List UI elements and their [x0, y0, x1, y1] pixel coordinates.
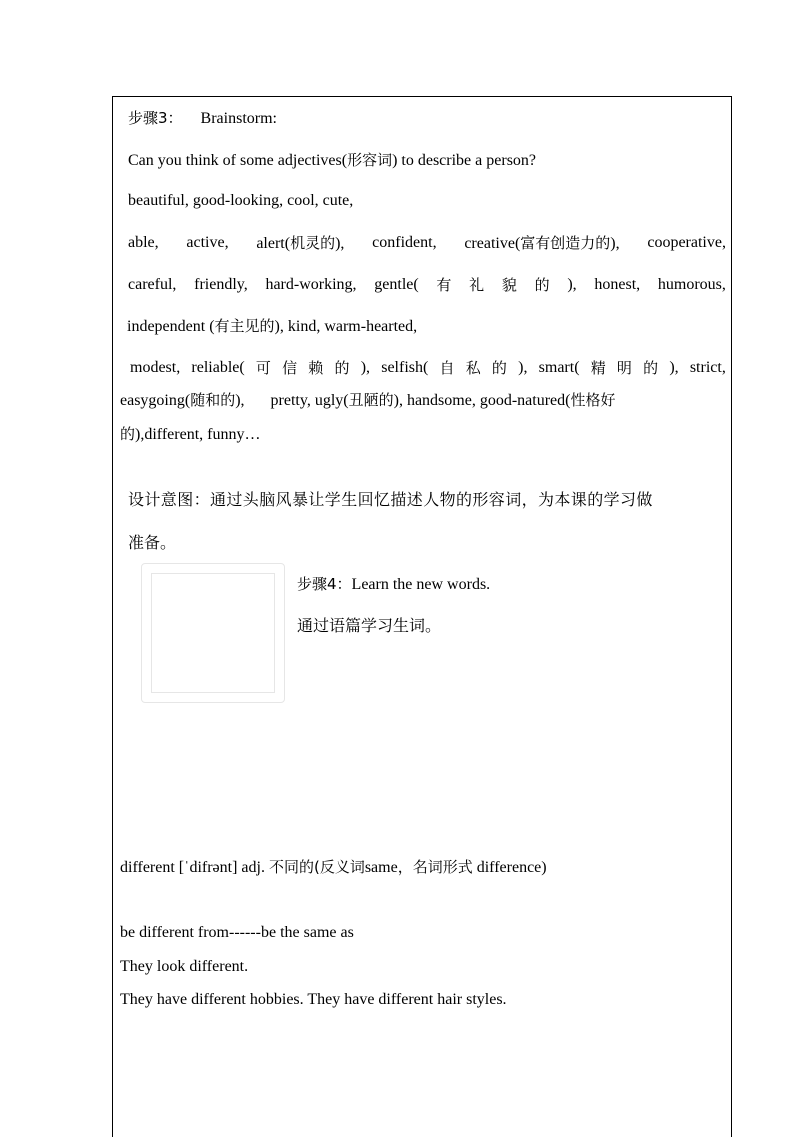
word-cjk: 的 [643, 359, 659, 377]
vocab-meaning: 不同的(反义词 [268, 858, 365, 876]
word: ), [669, 359, 679, 376]
word: pretty, ugly( [270, 392, 349, 409]
word-cjk: 私 [465, 359, 481, 377]
vocab-noun-label: ，名词形式 [397, 858, 473, 876]
question-text-a: Can you think of some adjectives( [128, 152, 348, 169]
word: able, [128, 234, 159, 251]
image-placeholder-inner [151, 573, 275, 693]
word-cjk: 的 [491, 359, 507, 377]
step4-title: Learn the new words. [351, 576, 491, 593]
word: honest, [594, 276, 641, 293]
word-cjk: 性格好 [570, 391, 616, 409]
word: ),different, funny… [135, 426, 261, 443]
word-cjk: 富有创造力的 [520, 234, 611, 252]
step4-heading [297, 574, 490, 595]
question-text-c: ) to describe a person? [392, 152, 537, 169]
word: ), kind, warm-hearted, [274, 318, 418, 335]
word-cjk: 机灵的 [290, 234, 336, 252]
word: active, [186, 234, 229, 251]
word: confident, [372, 234, 437, 251]
word-cjk: 有 [436, 276, 452, 294]
word: ), handsome, good-natured( [393, 392, 571, 409]
word-cjk: 赖 [308, 359, 324, 377]
word: reliable( [191, 359, 245, 376]
word: modest, [130, 359, 181, 376]
question-line [128, 150, 536, 171]
step3-title: Brainstorm: [200, 110, 277, 127]
example-line: be different from------be the same as [120, 924, 354, 941]
word: ), [235, 392, 245, 409]
vocab-entry [120, 857, 547, 878]
word-cjk: 的 [534, 276, 550, 294]
word: smart( [538, 359, 580, 376]
word: cooperative, [647, 234, 726, 251]
word-cjk: 礼 [469, 276, 485, 294]
word-cjk: 自 [439, 359, 455, 377]
image-placeholder [141, 563, 285, 703]
word-cjk: 信 [282, 359, 298, 377]
step3-heading [128, 108, 277, 129]
word: selfish( [381, 359, 429, 376]
adjectives-line-4 [127, 316, 417, 337]
word: ), [610, 235, 620, 252]
example-line: They look different. [120, 958, 249, 975]
step4-subtitle: 通过语篇学习生词。 [297, 616, 442, 635]
word: easygoing( [120, 392, 191, 409]
word-cjk: 丑陋的 [348, 391, 394, 409]
word-cjk: 貌 [501, 276, 517, 294]
word: creative( [464, 235, 521, 252]
adjectives-line-6 [120, 390, 615, 411]
step4-label: 步骤4： [297, 575, 352, 593]
word: alert( [256, 235, 291, 252]
word: gentle( [374, 276, 419, 293]
vocab-antonym: same [364, 859, 398, 876]
adjectives-line-1: beautiful, good-looking, cool, cute, [128, 192, 354, 209]
word: independent ( [127, 318, 215, 335]
word-cjk: 的 [120, 425, 136, 443]
design-intent-line-1: 设计意图：通过头脑风暴让学生回忆描述人物的形容词，为本课的学习做 [128, 490, 653, 509]
word: strict, [689, 359, 726, 376]
word-group [464, 233, 619, 254]
vocab-word: different [ˈdifrənt] adj. [120, 859, 269, 876]
vocab-noun: difference) [472, 859, 547, 876]
adjectives-line-2 [128, 233, 726, 254]
word: ), [360, 359, 371, 376]
design-intent-line-2: 准备。 [128, 533, 177, 552]
word-cjk: 有主见的 [214, 317, 275, 335]
word-group [256, 233, 344, 254]
adjectives-line-3 [128, 275, 726, 295]
adjectives-line-7 [120, 424, 260, 445]
word-cjk: 明 [616, 359, 632, 377]
word-cjk: 精 [590, 359, 606, 377]
word: careful, [128, 276, 177, 293]
word-cjk: 随和的 [190, 391, 236, 409]
word: ), [335, 235, 345, 252]
word-cjk: 的 [334, 359, 350, 377]
word: friendly, [194, 276, 248, 293]
word: ), [518, 359, 528, 376]
adjectives-line-5 [130, 358, 726, 378]
word: ), [567, 276, 577, 293]
step3-label: 步骤3： [128, 109, 183, 127]
word: hard-working, [265, 276, 357, 293]
word-cjk: 可 [255, 359, 271, 377]
word: humorous, [657, 276, 726, 293]
question-text-cjk: 形容词 [347, 151, 393, 169]
example-line: They have different hobbies. They have different hair styles. [120, 991, 507, 1008]
